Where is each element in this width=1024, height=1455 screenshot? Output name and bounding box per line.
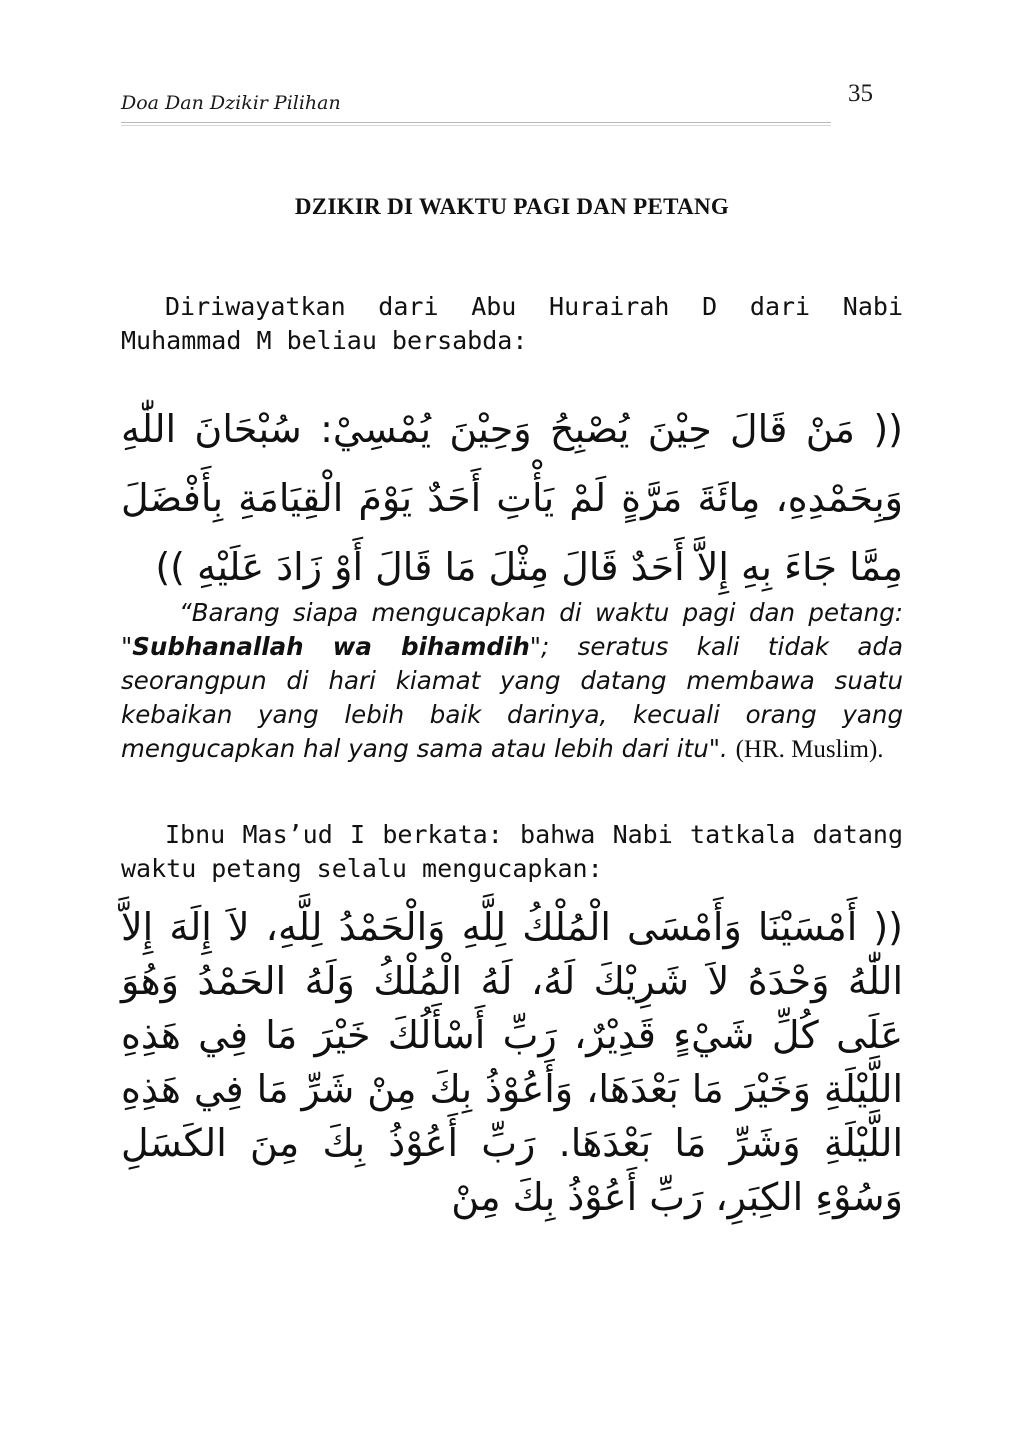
- header-divider: [121, 122, 831, 126]
- translation-part-1: “Barang siapa mengucapkan di waktu pagi dan petang: ": [121, 598, 903, 661]
- running-header: [121, 80, 873, 126]
- translation-part-2: "; seratus kali tidak ada seorangpun di hari kiamat yang datang membawa suatu kebaikan yang lebih baik darinya, kecuali orang yang mengucapkan hal yang sama atau lebih dari itu".: [121, 632, 903, 763]
- intro-text-2: Ibnu Mas’ud I berkata: bahwa Nabi tatkala datang waktu petang selalu mengucapkan:: [121, 820, 903, 883]
- translation-dhikr-phrase: Subhanallah wa bihamdih: [132, 632, 530, 661]
- intro-paragraph-1: [121, 290, 903, 358]
- hadith-translation: [121, 596, 903, 767]
- intro-paragraph-2: [121, 818, 903, 886]
- hadith-source: (HR. Muslim).: [735, 736, 884, 763]
- arabic-evening-dhikr: (( أَمْسَيْنَا وَأَمْسَى الْمُلْكُ لِلَّهِ وَالْحَمْدُ لِلَّهِ، لاَ إِلَهَ إِلاَّ اللّٰهُ وَحْدَهُ لاَ شَرِيْكَ لَهُ، لَهُ الْمُلْكُ وَلَهُ الحَمْدُ وَهُوَ عَلَى كُلِّ شَيْءٍ قَدِيْرٌ، رَبِّ أَسْأَلُكَ خَيْرَ مَا فِي هَذِهِ اللَّيْلَةِ وَخَيْرَ مَا بَعْدَهَا، وَأَعُوْذُ بِكَ مِنْ شَرِّ مَا فِي هَذِهِ اللَّيْلَةِ وَشَرِّ مَا بَعْدَهَا. رَبِّ أَعُوْذُ بِكَ مِنَ الكَسَلِ وَسُوْءِ الكِبَرِ، رَبِّ أَعُوْذُ بِكَ مِنْ: [121, 905, 903, 1219]
- page-number: 35: [848, 80, 873, 107]
- book-title: Doa Dan Dzikir Pilihan: [121, 92, 341, 114]
- section-title: DZIKIR DI WAKTU PAGI DAN PETANG: [294, 194, 730, 219]
- intro-text-1: Diriwayatkan dari Abu Hurairah D dari Nabi Muhammad M beliau bersabda:: [121, 292, 903, 355]
- arabic-hadith-text: (( مَنْ قَالَ حِيْنَ يُصْبِحُ وَحِيْنَ يُمْسِيْ: سُبْحَانَ اللّٰهِ وَبِحَمْدِهِ، مِائَةَ مَرَّةٍ لَمْ يَأْتِ أَحَدٌ يَوْمَ الْقِيَامَةِ بِأَفْضَلَ مِمَّا جَاءَ بِهِ إِلاَّ أَحَدٌ قَالَ مِثْلَ مَا قَالَ أَوْ زَادَ عَلَيْهِ )): [121, 407, 903, 589]
